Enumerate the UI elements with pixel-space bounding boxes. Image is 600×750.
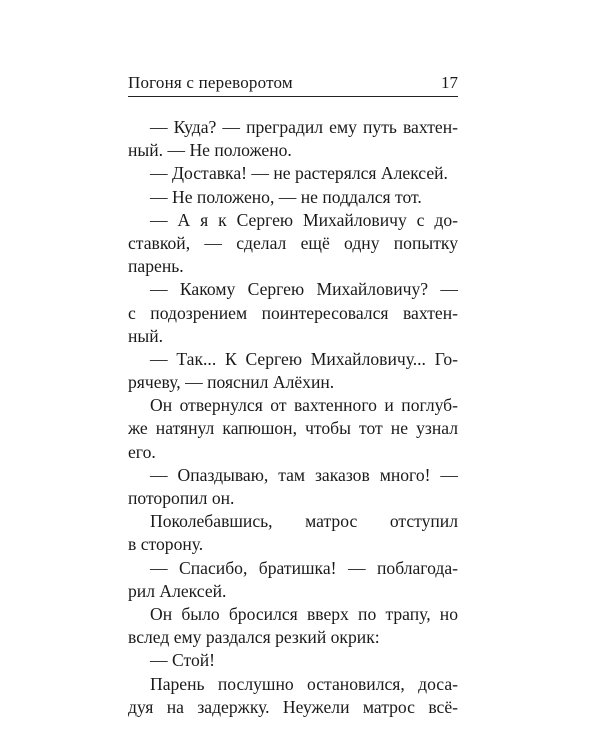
text-line: — Доставка! — не растерялся Алексей.	[150, 163, 448, 184]
text-line: рил Алексей.	[128, 580, 227, 601]
text-line: — Какому Сергею Михайловичу? —	[150, 279, 458, 300]
text-line: ный. — Не положено.	[128, 140, 292, 161]
text-line: парень.	[128, 256, 184, 277]
page-body-text	[128, 116, 458, 719]
text-line: — Не положено, — не поддался тот.	[150, 186, 422, 207]
chapter-title: Погоня с переворотом	[128, 73, 293, 92]
text-line: вслед ему раздался резкий окрик:	[128, 627, 380, 648]
text-line: — Так... К Сергею Михайловичу... Го-	[150, 348, 458, 369]
text-line: — Опаздываю, там заказов много! —	[150, 464, 458, 485]
text-line: в сторону.	[128, 534, 204, 555]
text-line: дуя на задержку. Неужели матрос всё-	[128, 696, 458, 717]
text-line: ставкой, — сделал ещё одну попытку	[128, 232, 458, 253]
text-line: Парень послушно остановился, доса-	[150, 673, 458, 694]
page-number: 17	[441, 73, 458, 92]
text-line: ный.	[128, 325, 164, 346]
text-line: Поколебавшись, матрос отступил	[150, 511, 458, 532]
text-line: его.	[128, 441, 156, 462]
text-line: рячеву, — пояснил Алёхин.	[128, 372, 335, 393]
text-line: поторопил он.	[128, 488, 235, 508]
text-line: — Стой!	[150, 650, 216, 671]
running-head	[128, 74, 458, 97]
text-line: — Куда? — преградил ему путь вахтен-	[150, 117, 458, 137]
text-line: Он отвернулся от вахтенного и поглуб-	[150, 395, 458, 416]
text-line: с подозрением поинтересовался вахтен-	[128, 302, 458, 323]
text-line: же натянул капюшон, чтобы тот не узнал	[128, 418, 458, 439]
text-line: Он было бросился вверх по трапу, но	[150, 603, 458, 624]
text-line: — А я к Сергею Михайловичу с до-	[150, 209, 458, 230]
text-line: — Спасибо, братишка! — поблагода-	[150, 557, 458, 578]
